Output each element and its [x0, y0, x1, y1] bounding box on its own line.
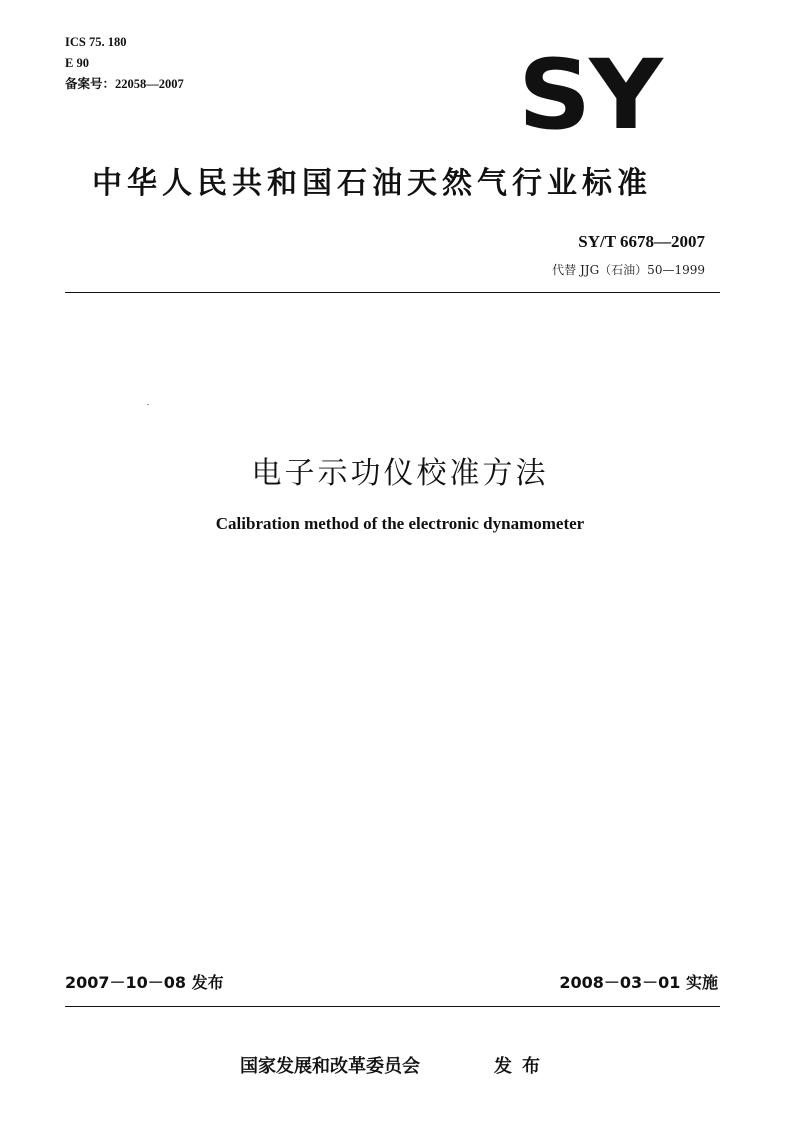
document-title-zh: 电子示功仪校准方法 — [251, 456, 549, 491]
standard-category: 中华人民共和国石油天然气行业标准 — [92, 166, 652, 201]
replaces-note: 代替 JJG（石油）50—1999 — [552, 263, 705, 277]
issuing-action: 发布 — [494, 1056, 550, 1077]
classification-block — [65, 32, 184, 95]
bottom-divider — [65, 1006, 720, 1007]
issue-date: 2007－10－08 发布 — [65, 973, 224, 992]
standard-code: SY/T 6678—2007 — [578, 232, 705, 251]
issuing-authority: 国家发展和改革委员会 — [240, 1056, 420, 1077]
effective-date: 2008－03－01 实施 — [559, 973, 718, 992]
top-divider — [65, 292, 720, 293]
document-title-en: Calibration method of the electronic dynamometer — [215, 514, 585, 533]
filing-number: 备案号：22058—2007 — [65, 77, 184, 91]
sy-logo: SY — [518, 39, 661, 151]
ics-code: ICS 75. 180 — [65, 35, 127, 49]
scan-speck — [147, 404, 149, 405]
ccs-code: E 90 — [65, 56, 89, 70]
